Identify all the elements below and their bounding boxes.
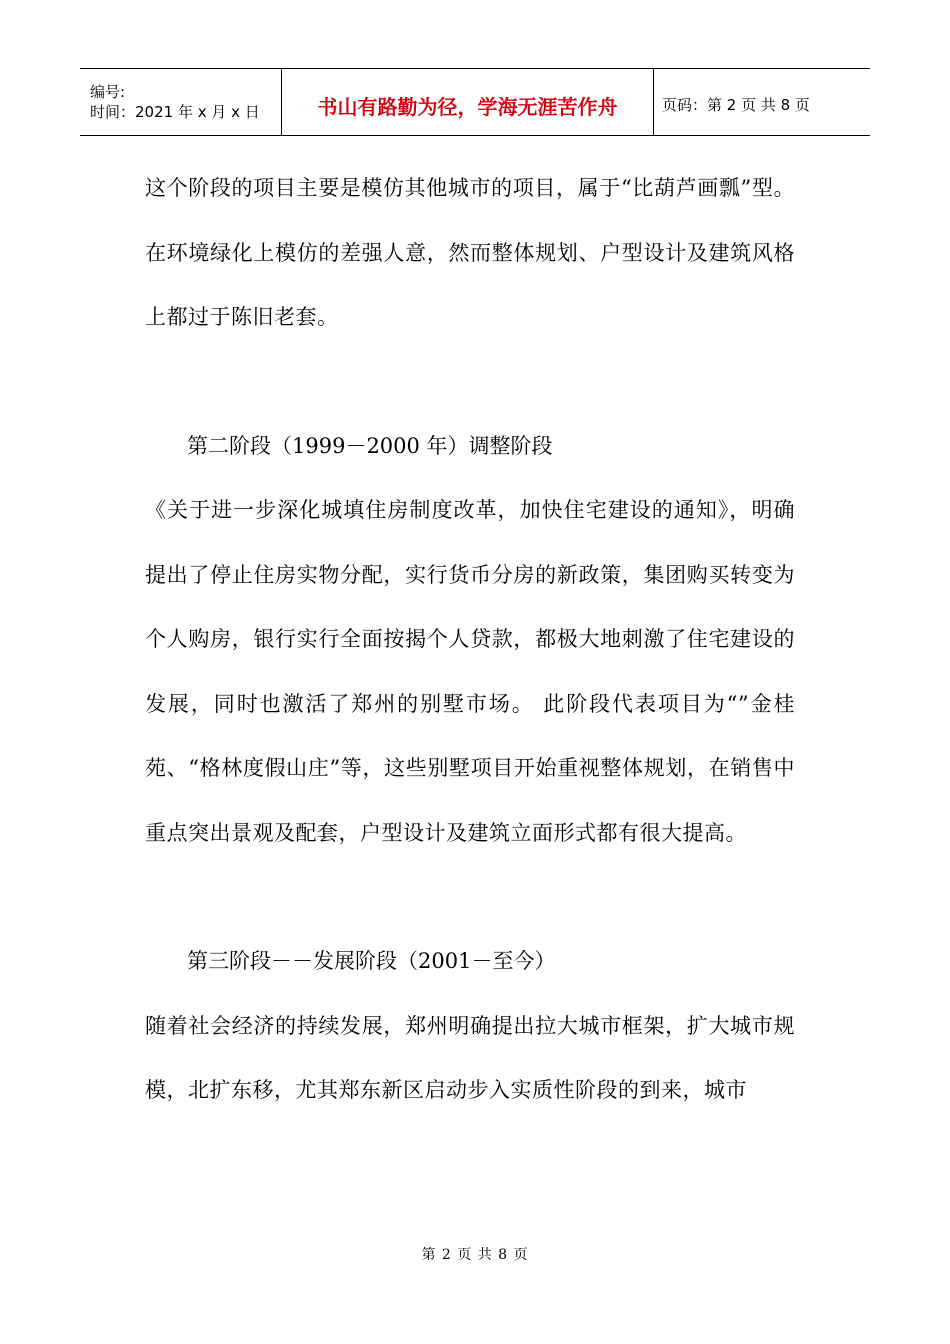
spacer — [145, 865, 795, 929]
paragraph-stage2: 《关于进一步深化城填住房制度改革，加快住宅建设的通知》，明确提出了停止住房实物分配，实行货币分房的新政策，集团购买转变为个人购房，银行实行全面按揭个人贷款，都极大地刺激了住宅建设的发展，同时也激活了郑州的别墅市场。 此阶段代表项目为“”金桂苑、“格林度假山庄”等，这些别墅项目开始重视整体规划，在销售中重点突出景观及配套，户型设计及建筑立面形式都有很大提高。 — [145, 498, 795, 845]
page-header — [80, 68, 870, 136]
spacer — [145, 350, 795, 414]
stage2-heading: 第二阶段（1999－2000 年）调整阶段 — [187, 433, 553, 458]
header-motto: 书山有路勤为径，学海无涯苦作舟 — [317, 94, 618, 119]
stage3-heading: 第三阶段－－发展阶段（2001－至今） — [187, 949, 556, 973]
header-page-cell — [654, 69, 870, 135]
header-motto-cell — [281, 69, 654, 135]
header-meta — [80, 69, 281, 135]
document-body — [145, 156, 795, 1123]
paragraph-stage3: 随着社会经济的持续发展，郑州明确提出拉大城市框架，扩大城市规模，北扩东移，尤其郑东新区启动步入实质性阶段的到来，城市 — [145, 1013, 795, 1102]
header-page-code: 页码：第 2 页 共 8 页 — [662, 95, 810, 114]
doc-number-label: 编号: — [90, 83, 126, 101]
paragraph-stage1: 这个阶段的项目主要是模仿其他城市的项目，属于“比葫芦画瓢”型。在环境绿化上模仿的差强人意，然而整体规划、户型设计及建筑风格上都过于陈旧老套。 — [145, 176, 795, 329]
date-label: 时间：2021 年 x 月 x 日 — [90, 103, 260, 121]
page-footer — [0, 1244, 950, 1264]
footer-page-number: 第 2 页 共 8 页 — [421, 1247, 529, 1263]
